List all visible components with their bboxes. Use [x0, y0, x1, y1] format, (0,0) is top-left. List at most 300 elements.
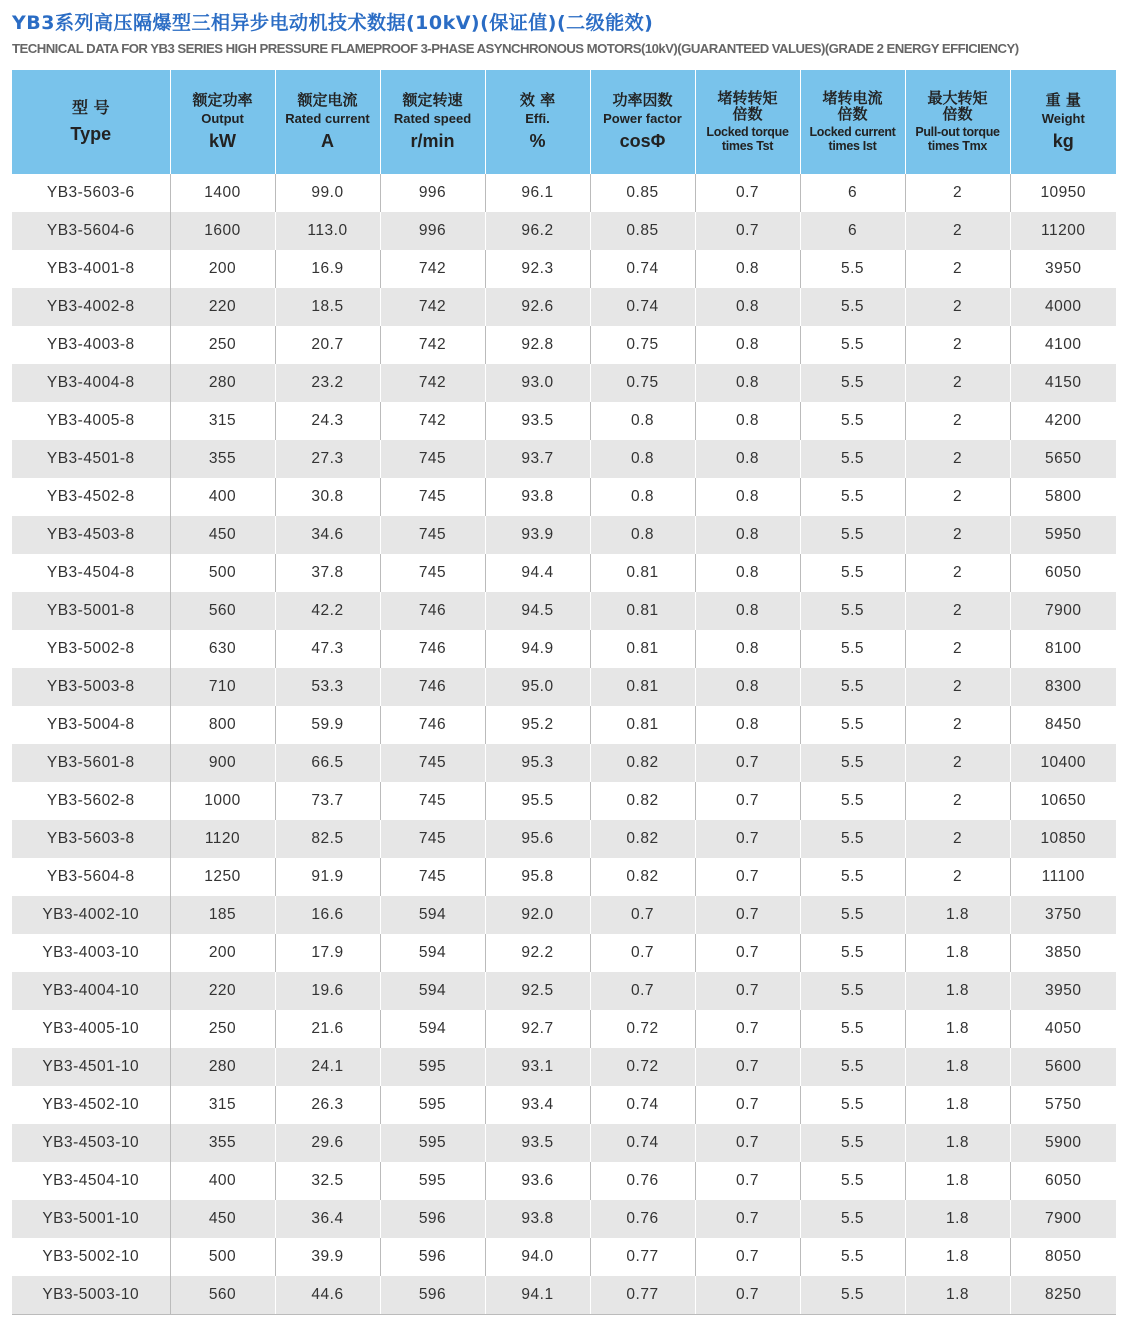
cell-efficiency: 92.7	[485, 1010, 590, 1048]
cell-power-factor: 0.8	[590, 478, 695, 516]
cell-pullout-torque: 2	[905, 364, 1010, 402]
cell-pullout-torque: 2	[905, 478, 1010, 516]
header-speed-cn: 额定转速	[402, 91, 463, 110]
cell-weight: 4150	[1010, 364, 1116, 402]
cell-type: YB3-5003-10	[12, 1276, 170, 1315]
cell-speed: 745	[380, 478, 485, 516]
cell-type: YB3-4002-10	[12, 896, 170, 934]
cell-locked-current: 5.5	[800, 858, 905, 896]
cell-speed: 746	[380, 706, 485, 744]
cell-speed: 595	[380, 1048, 485, 1086]
cell-efficiency: 94.1	[485, 1276, 590, 1315]
cell-output: 450	[170, 1200, 275, 1238]
table-row	[12, 478, 1116, 516]
cell-efficiency: 93.8	[485, 478, 590, 516]
cell-locked-current: 5.5	[800, 744, 905, 782]
cell-locked-torque: 0.8	[695, 630, 800, 668]
cell-locked-current: 5.5	[800, 1200, 905, 1238]
cell-pullout-torque: 2	[905, 174, 1010, 212]
cell-output: 315	[170, 1086, 275, 1124]
cell-output: 185	[170, 896, 275, 934]
cell-pullout-torque: 1.8	[905, 1124, 1010, 1162]
header-tmx-en1: Pull-out torque	[915, 124, 1000, 139]
table-row	[12, 1276, 1116, 1315]
cell-current: 42.2	[275, 592, 380, 630]
cell-pullout-torque: 2	[905, 212, 1010, 250]
cell-power-factor: 0.81	[590, 592, 695, 630]
header-current-cn: 额定电流	[297, 91, 358, 110]
cell-weight: 3950	[1010, 972, 1116, 1010]
cell-locked-torque: 0.7	[695, 174, 800, 212]
cell-locked-torque: 0.7	[695, 972, 800, 1010]
cell-pullout-torque: 1.8	[905, 1086, 1010, 1124]
cell-efficiency: 93.5	[485, 1124, 590, 1162]
table-row	[12, 516, 1116, 554]
cell-type: YB3-5602-8	[12, 782, 170, 820]
cell-power-factor: 0.82	[590, 782, 695, 820]
cell-current: 113.0	[275, 212, 380, 250]
cell-locked-current: 5.5	[800, 250, 905, 288]
cell-output: 400	[170, 1162, 275, 1200]
cell-efficiency: 95.3	[485, 744, 590, 782]
header-effi-unit: %	[529, 131, 546, 151]
cell-pullout-torque: 2	[905, 706, 1010, 744]
header-pf-cn: 功率因数	[612, 91, 673, 110]
cell-locked-torque: 0.8	[695, 250, 800, 288]
cell-pullout-torque: 1.8	[905, 1238, 1010, 1276]
cell-output: 500	[170, 554, 275, 592]
cell-speed: 595	[380, 1162, 485, 1200]
cell-efficiency: 92.3	[485, 250, 590, 288]
cell-power-factor: 0.7	[590, 972, 695, 1010]
cell-pullout-torque: 2	[905, 858, 1010, 896]
cell-current: 59.9	[275, 706, 380, 744]
table-row	[12, 288, 1116, 326]
table-row	[12, 1048, 1116, 1086]
cell-efficiency: 95.8	[485, 858, 590, 896]
cell-locked-current: 5.5	[800, 554, 905, 592]
cell-weight: 5600	[1010, 1048, 1116, 1086]
cell-locked-current: 5.5	[800, 440, 905, 478]
cell-locked-torque: 0.8	[695, 402, 800, 440]
cell-output: 355	[170, 440, 275, 478]
table-row	[12, 440, 1116, 478]
cell-efficiency: 93.5	[485, 402, 590, 440]
header-ist-cn2: 倍数	[837, 104, 868, 123]
cell-locked-current: 5.5	[800, 972, 905, 1010]
cell-power-factor: 0.82	[590, 820, 695, 858]
table-row	[12, 744, 1116, 782]
cell-speed: 742	[380, 326, 485, 364]
cell-efficiency: 94.9	[485, 630, 590, 668]
cell-weight: 10850	[1010, 820, 1116, 858]
header-output	[170, 70, 275, 174]
cell-power-factor: 0.7	[590, 896, 695, 934]
cell-locked-torque: 0.8	[695, 364, 800, 402]
cell-weight: 10950	[1010, 174, 1116, 212]
cell-speed: 742	[380, 364, 485, 402]
cell-speed: 596	[380, 1276, 485, 1315]
table-row	[12, 554, 1116, 592]
header-output-unit: kW	[209, 131, 236, 151]
cell-locked-current: 5.5	[800, 706, 905, 744]
cell-locked-current: 5.5	[800, 1010, 905, 1048]
cell-locked-current: 5.5	[800, 1276, 905, 1315]
cell-output: 280	[170, 364, 275, 402]
cell-current: 18.5	[275, 288, 380, 326]
header-tst	[695, 70, 800, 174]
cell-power-factor: 0.77	[590, 1276, 695, 1315]
cell-speed: 745	[380, 440, 485, 478]
cell-speed: 996	[380, 212, 485, 250]
cell-speed: 745	[380, 820, 485, 858]
cell-type: YB3-5604-8	[12, 858, 170, 896]
cell-locked-torque: 0.7	[695, 820, 800, 858]
cell-locked-current: 5.5	[800, 1086, 905, 1124]
cell-speed: 742	[380, 288, 485, 326]
cell-power-factor: 0.74	[590, 1124, 695, 1162]
cell-weight: 8050	[1010, 1238, 1116, 1276]
cell-type: YB3-4502-8	[12, 478, 170, 516]
cell-locked-current: 5.5	[800, 364, 905, 402]
cell-weight: 5750	[1010, 1086, 1116, 1124]
cell-locked-torque: 0.7	[695, 1200, 800, 1238]
cell-speed: 595	[380, 1086, 485, 1124]
cell-type: YB3-5603-8	[12, 820, 170, 858]
table-row	[12, 668, 1116, 706]
cell-power-factor: 0.76	[590, 1200, 695, 1238]
cell-output: 220	[170, 288, 275, 326]
cell-pullout-torque: 1.8	[905, 1162, 1010, 1200]
header-current-en: Rated current	[285, 110, 370, 126]
cell-locked-current: 5.5	[800, 668, 905, 706]
cell-weight: 8450	[1010, 706, 1116, 744]
cell-locked-torque: 0.7	[695, 212, 800, 250]
cell-type: YB3-4005-8	[12, 402, 170, 440]
cell-weight: 11100	[1010, 858, 1116, 896]
cell-efficiency: 95.6	[485, 820, 590, 858]
cell-locked-torque: 0.8	[695, 288, 800, 326]
cell-output: 450	[170, 516, 275, 554]
cell-pullout-torque: 1.8	[905, 1048, 1010, 1086]
cell-locked-torque: 0.7	[695, 1238, 800, 1276]
cell-type: YB3-5002-10	[12, 1238, 170, 1276]
table-row	[12, 1238, 1116, 1276]
table-row	[12, 630, 1116, 668]
cell-type: YB3-4501-10	[12, 1048, 170, 1086]
cell-locked-current: 5.5	[800, 1162, 905, 1200]
cell-type: YB3-5003-8	[12, 668, 170, 706]
cell-type: YB3-4003-10	[12, 934, 170, 972]
cell-weight: 6050	[1010, 554, 1116, 592]
cell-power-factor: 0.8	[590, 440, 695, 478]
header-speed	[380, 70, 485, 174]
header-tst-en2: times Tst	[721, 138, 774, 153]
cell-pullout-torque: 2	[905, 402, 1010, 440]
cell-weight: 5900	[1010, 1124, 1116, 1162]
cell-speed: 594	[380, 972, 485, 1010]
cell-weight: 5800	[1010, 478, 1116, 516]
cell-power-factor: 0.81	[590, 706, 695, 744]
cell-speed: 745	[380, 554, 485, 592]
header-tst-en1: Locked torque	[706, 124, 789, 139]
header-output-en: Output	[201, 110, 244, 126]
cell-weight: 4050	[1010, 1010, 1116, 1048]
cell-locked-current: 5.5	[800, 326, 905, 364]
cell-efficiency: 92.8	[485, 326, 590, 364]
header-ist-en2: times Ist	[828, 138, 877, 153]
header-pf-unit: cosΦ	[619, 131, 666, 151]
cell-pullout-torque: 2	[905, 820, 1010, 858]
table-row	[12, 1124, 1116, 1162]
cell-weight: 10650	[1010, 782, 1116, 820]
cell-locked-current: 5.5	[800, 1048, 905, 1086]
cell-efficiency: 92.0	[485, 896, 590, 934]
cell-pullout-torque: 2	[905, 288, 1010, 326]
cell-type: YB3-5001-10	[12, 1200, 170, 1238]
cell-pullout-torque: 2	[905, 668, 1010, 706]
cell-pullout-torque: 1.8	[905, 1200, 1010, 1238]
cell-locked-current: 5.5	[800, 516, 905, 554]
cell-output: 250	[170, 326, 275, 364]
cell-output: 900	[170, 744, 275, 782]
cell-current: 47.3	[275, 630, 380, 668]
table-row	[12, 706, 1116, 744]
cell-weight: 3750	[1010, 896, 1116, 934]
cell-weight: 4000	[1010, 288, 1116, 326]
table-row	[12, 174, 1116, 212]
header-current	[275, 70, 380, 174]
header-effi	[485, 70, 590, 174]
cell-speed: 594	[380, 934, 485, 972]
header-tmx-en2: times Tmx	[927, 138, 988, 153]
cell-pullout-torque: 1.8	[905, 896, 1010, 934]
cell-weight: 7900	[1010, 592, 1116, 630]
cell-type: YB3-4503-8	[12, 516, 170, 554]
cell-power-factor: 0.76	[590, 1162, 695, 1200]
cell-power-factor: 0.74	[590, 250, 695, 288]
cell-type: YB3-4004-10	[12, 972, 170, 1010]
cell-locked-torque: 0.7	[695, 1124, 800, 1162]
cell-speed: 594	[380, 896, 485, 934]
cell-output: 630	[170, 630, 275, 668]
cell-current: 24.1	[275, 1048, 380, 1086]
cell-output: 560	[170, 592, 275, 630]
cell-type: YB3-5601-8	[12, 744, 170, 782]
table-row	[12, 1010, 1116, 1048]
cell-type: YB3-5001-8	[12, 592, 170, 630]
cell-efficiency: 93.0	[485, 364, 590, 402]
cell-current: 30.8	[275, 478, 380, 516]
cell-speed: 742	[380, 250, 485, 288]
table-row	[12, 1086, 1116, 1124]
table-row	[12, 858, 1116, 896]
header-tmx-cn1: 最大转矩	[927, 89, 988, 108]
cell-type: YB3-4003-8	[12, 326, 170, 364]
cell-weight: 8100	[1010, 630, 1116, 668]
cell-efficiency: 96.1	[485, 174, 590, 212]
header-ist	[800, 70, 905, 174]
page-subtitle: TECHNICAL DATA FOR YB3 SERIES HIGH PRESSURE FLAMEPROOF 3-PHASE ASYNCHRONOUS MOTORS(10kV)(GUARANTEED VALUES)(GRADE 2 ENERGY EFFICIENCY)	[12, 41, 1019, 56]
cell-efficiency: 92.6	[485, 288, 590, 326]
cell-power-factor: 0.8	[590, 516, 695, 554]
cell-weight: 6050	[1010, 1162, 1116, 1200]
cell-speed: 996	[380, 174, 485, 212]
cell-power-factor: 0.7	[590, 934, 695, 972]
cell-locked-torque: 0.7	[695, 782, 800, 820]
header-pf	[590, 70, 695, 174]
cell-current: 29.6	[275, 1124, 380, 1162]
cell-output: 220	[170, 972, 275, 1010]
cell-type: YB3-4503-10	[12, 1124, 170, 1162]
cell-output: 250	[170, 1010, 275, 1048]
cell-current: 24.3	[275, 402, 380, 440]
cell-pullout-torque: 2	[905, 782, 1010, 820]
cell-speed: 745	[380, 858, 485, 896]
cell-output: 1400	[170, 174, 275, 212]
cell-power-factor: 0.85	[590, 212, 695, 250]
cell-pullout-torque: 2	[905, 554, 1010, 592]
cell-weight: 8300	[1010, 668, 1116, 706]
header-weight-unit: kg	[1052, 131, 1074, 151]
cell-power-factor: 0.85	[590, 174, 695, 212]
cell-current: 34.6	[275, 516, 380, 554]
cell-locked-current: 5.5	[800, 478, 905, 516]
cell-speed: 594	[380, 1010, 485, 1048]
table-row	[12, 592, 1116, 630]
cell-output: 355	[170, 1124, 275, 1162]
cell-output: 800	[170, 706, 275, 744]
cell-weight: 5650	[1010, 440, 1116, 478]
cell-power-factor: 0.77	[590, 1238, 695, 1276]
cell-locked-torque: 0.8	[695, 478, 800, 516]
cell-output: 1000	[170, 782, 275, 820]
table-row	[12, 364, 1116, 402]
cell-output: 280	[170, 1048, 275, 1086]
header-tmx	[905, 70, 1010, 174]
table-header-row	[12, 70, 1116, 174]
header-weight-en: Weight	[1041, 110, 1085, 126]
cell-locked-torque: 0.7	[695, 934, 800, 972]
cell-pullout-torque: 1.8	[905, 1010, 1010, 1048]
cell-type: YB3-5604-6	[12, 212, 170, 250]
cell-output: 500	[170, 1238, 275, 1276]
cell-efficiency: 93.4	[485, 1086, 590, 1124]
cell-power-factor: 0.72	[590, 1048, 695, 1086]
header-weight	[1010, 70, 1116, 174]
cell-pullout-torque: 2	[905, 250, 1010, 288]
cell-speed: 746	[380, 668, 485, 706]
cell-efficiency: 96.2	[485, 212, 590, 250]
table-row	[12, 250, 1116, 288]
cell-current: 39.9	[275, 1238, 380, 1276]
cell-current: 36.4	[275, 1200, 380, 1238]
cell-locked-current: 5.5	[800, 630, 905, 668]
cell-locked-current: 5.5	[800, 592, 905, 630]
cell-weight: 10400	[1010, 744, 1116, 782]
cell-efficiency: 95.0	[485, 668, 590, 706]
cell-current: 26.3	[275, 1086, 380, 1124]
cell-type: YB3-4001-8	[12, 250, 170, 288]
cell-efficiency: 94.0	[485, 1238, 590, 1276]
cell-type: YB3-5603-6	[12, 174, 170, 212]
cell-pullout-torque: 1.8	[905, 934, 1010, 972]
cell-current: 91.9	[275, 858, 380, 896]
table-row	[12, 1162, 1116, 1200]
cell-current: 66.5	[275, 744, 380, 782]
table-row	[12, 782, 1116, 820]
table-row	[12, 402, 1116, 440]
cell-efficiency: 92.2	[485, 934, 590, 972]
cell-efficiency: 93.6	[485, 1162, 590, 1200]
cell-locked-current: 5.5	[800, 402, 905, 440]
table-row	[12, 1200, 1116, 1238]
cell-locked-torque: 0.7	[695, 1276, 800, 1315]
cell-current: 19.6	[275, 972, 380, 1010]
cell-efficiency: 94.5	[485, 592, 590, 630]
header-tmx-cn2: 倍数	[942, 104, 973, 123]
header-effi-cn: 效 率	[519, 91, 556, 110]
cell-speed: 746	[380, 630, 485, 668]
cell-locked-torque: 0.7	[695, 858, 800, 896]
cell-pullout-torque: 2	[905, 440, 1010, 478]
technical-data-table	[12, 70, 1116, 1315]
cell-current: 82.5	[275, 820, 380, 858]
cell-locked-torque: 0.8	[695, 592, 800, 630]
cell-efficiency: 92.5	[485, 972, 590, 1010]
table-row	[12, 820, 1116, 858]
cell-speed: 745	[380, 782, 485, 820]
header-output-cn: 额定功率	[192, 91, 253, 110]
cell-current: 53.3	[275, 668, 380, 706]
header-type-cn: 型 号	[71, 98, 110, 118]
cell-current: 17.9	[275, 934, 380, 972]
cell-power-factor: 0.81	[590, 668, 695, 706]
table-row	[12, 972, 1116, 1010]
cell-pullout-torque: 2	[905, 744, 1010, 782]
cell-current: 37.8	[275, 554, 380, 592]
cell-pullout-torque: 2	[905, 630, 1010, 668]
table-row	[12, 212, 1116, 250]
cell-pullout-torque: 2	[905, 326, 1010, 364]
table-body	[12, 174, 1116, 1315]
cell-current: 16.9	[275, 250, 380, 288]
cell-type: YB3-4004-8	[12, 364, 170, 402]
cell-current: 23.2	[275, 364, 380, 402]
cell-pullout-torque: 1.8	[905, 972, 1010, 1010]
cell-output: 315	[170, 402, 275, 440]
cell-locked-torque: 0.7	[695, 1010, 800, 1048]
cell-current: 99.0	[275, 174, 380, 212]
cell-locked-torque: 0.8	[695, 554, 800, 592]
cell-current: 44.6	[275, 1276, 380, 1315]
cell-locked-current: 5.5	[800, 934, 905, 972]
cell-locked-torque: 0.8	[695, 516, 800, 554]
table-row	[12, 896, 1116, 934]
cell-pullout-torque: 2	[905, 516, 1010, 554]
cell-efficiency: 93.9	[485, 516, 590, 554]
cell-current: 32.5	[275, 1162, 380, 1200]
cell-locked-torque: 0.7	[695, 1048, 800, 1086]
cell-weight: 7900	[1010, 1200, 1116, 1238]
cell-weight: 4200	[1010, 402, 1116, 440]
header-weight-cn: 重 量	[1045, 91, 1081, 110]
cell-speed: 745	[380, 744, 485, 782]
cell-speed: 596	[380, 1200, 485, 1238]
cell-current: 21.6	[275, 1010, 380, 1048]
cell-locked-torque: 0.8	[695, 706, 800, 744]
cell-output: 1600	[170, 212, 275, 250]
